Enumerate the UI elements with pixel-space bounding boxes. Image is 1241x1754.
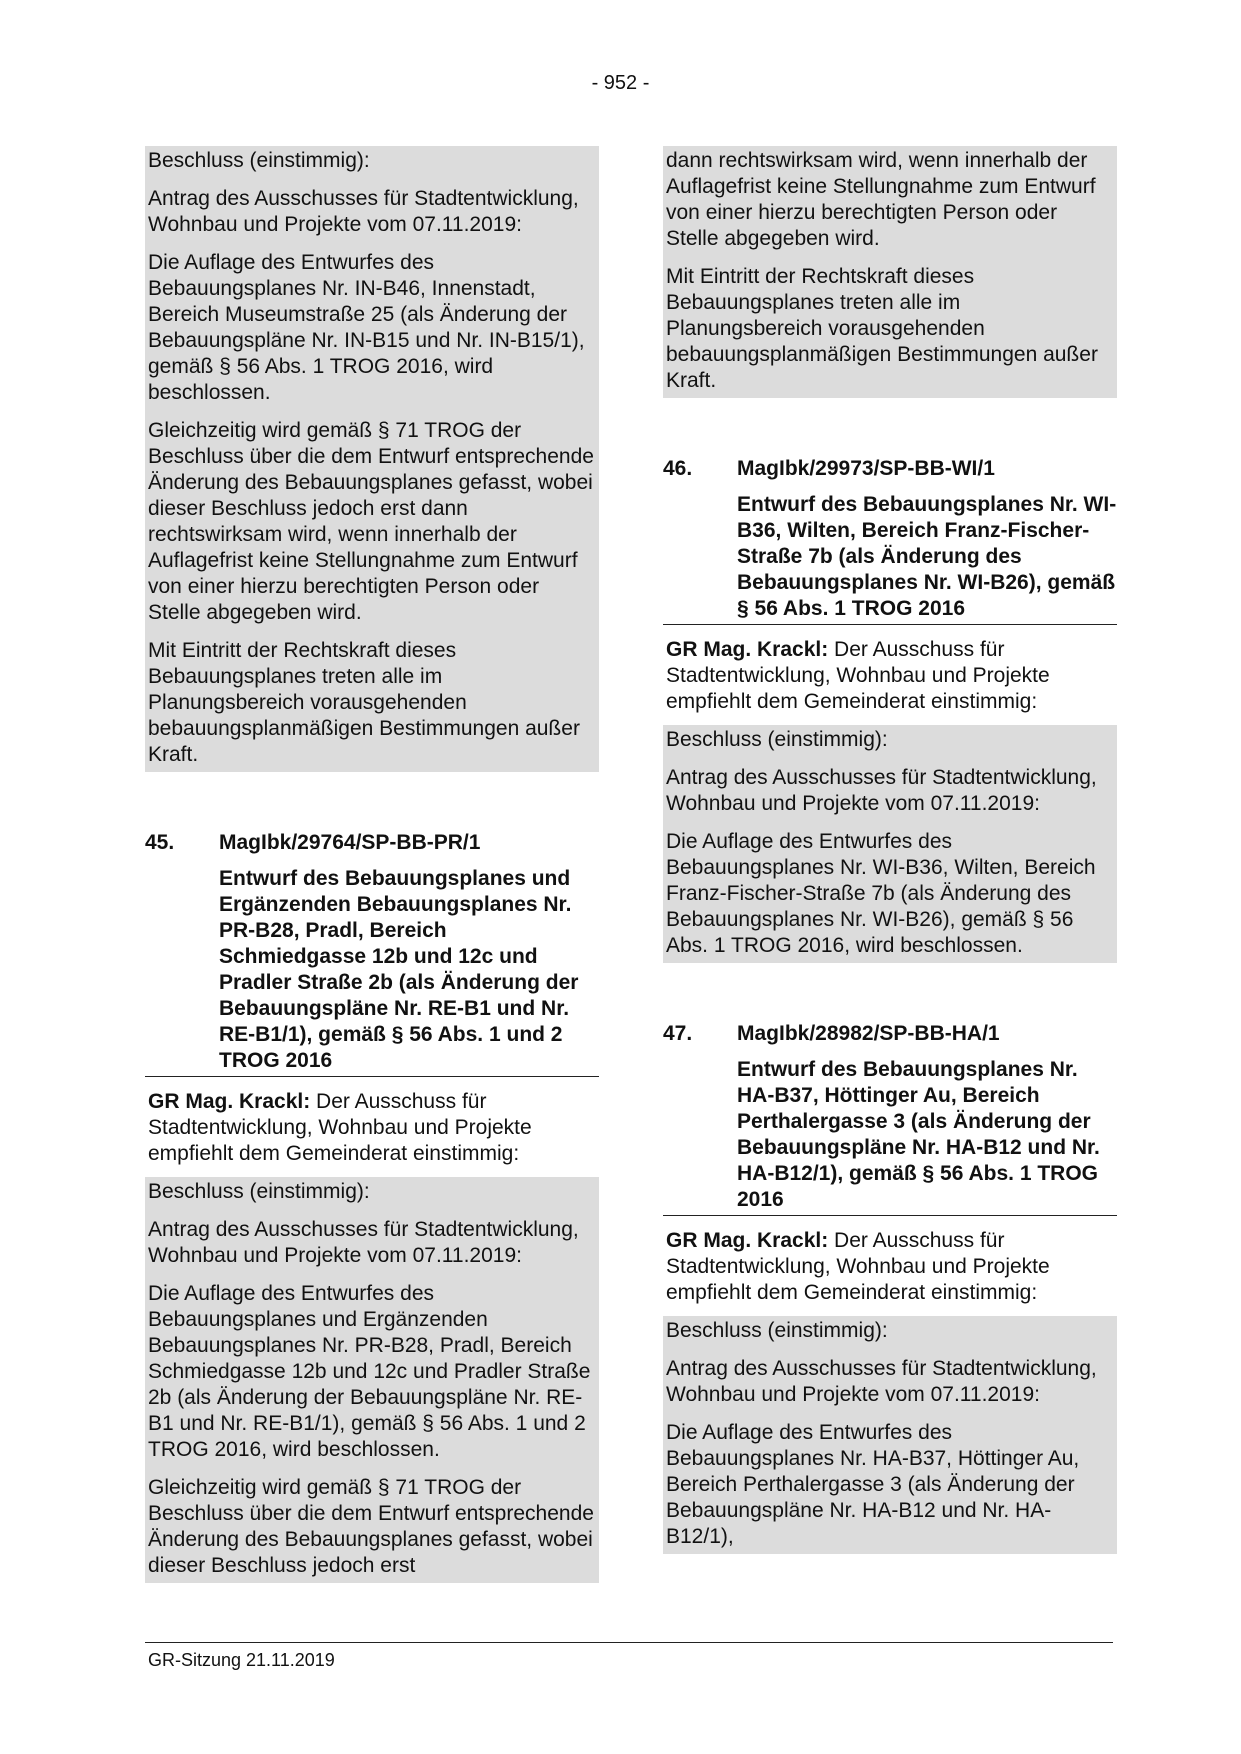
speaker-name: GR Mag. Krackl:	[148, 1090, 311, 1113]
item-heading	[663, 1021, 1117, 1047]
agenda-item-45	[145, 830, 599, 1583]
resolution-text: Die Auflage des Entwurfes des Bebauungsplanes Nr. IN-B46, Innenstadt, Bereich Museumstraße 25 (als Änderung der Bebauungspläne Nr. IN-B15 und Nr. IN-B15/1), gemäß § 56 Abs. 1 TROG 2016, wird beschlossen.	[148, 251, 585, 404]
speaker-name: GR Mag. Krackl:	[666, 1229, 829, 1252]
footer-divider	[145, 1642, 1113, 1643]
resolution-label: Beschluss (einstimmig):	[148, 1180, 370, 1203]
item-number: 45.	[145, 831, 175, 854]
resolution-block	[663, 1316, 1117, 1554]
left-column	[145, 146, 599, 1583]
agenda-item-47	[663, 1021, 1117, 1554]
resolution-block	[663, 146, 1117, 398]
resolution-text: Die Auflage des Entwurfes des Bebauungsplanes und Ergänzenden Bebauungsplanes Nr. PR-B28, Pradl, Bereich Schmiedgasse 12b und 12c und Pradler Straße 2b (als Änderung der Bebauungspläne Nr. RE-B1 und Nr. RE-B1/1), gemäß § 56 Abs. 1 und 2 TROG 2016, wird beschlossen.	[148, 1282, 591, 1461]
resolution-text: Die Auflage des Entwurfes des Bebauungsplanes Nr. WI-B36, Wilten, Bereich Franz-Fischer-Straße 7b (als Änderung des Bebauungsplanes Nr. WI-B26), gemäß § 56 Abs. 1 TROG 2016, wird beschlossen.	[666, 830, 1096, 957]
item-title: Entwurf des Bebauungsplanes und Ergänzenden Bebauungsplanes Nr. PR-B28, Pradl, Bereich Schmiedgasse 12b und 12c und Pradler Straße 2b (als Änderung der Bebauungspläne Nr. RE-B1 und Nr. RE-B1/1), gemäß § 56 Abs. 1 und 2 TROG 2016	[219, 867, 579, 1072]
speaker-text: Der Ausschuss für Stadtentwicklung, Wohnbau und Projekte empfiehlt dem Gemeinderat einstimmig:	[666, 1229, 1050, 1304]
item-reference: MagIbk/29973/SP-BB-WI/1	[737, 457, 995, 480]
agenda-item-46	[663, 456, 1117, 963]
resolution-text: dann rechtswirksam wird, wenn innerhalb der Auflagefrist keine Stellungnahme zum Entwurf von einer hierzu berechtigten Person oder Stelle abgegeben wird.	[666, 149, 1096, 250]
resolution-text: Mit Eintritt der Rechtskraft dieses Bebauungsplanes treten alle im Planungsbereich vorausgehenden bebauungsplanmäßigen Bestimmungen außer Kraft.	[148, 639, 580, 766]
item-number: 46.	[663, 457, 693, 480]
item-reference: MagIbk/29764/SP-BB-PR/1	[219, 831, 481, 854]
speaker-text: Der Ausschuss für Stadtentwicklung, Wohnbau und Projekte empfiehlt dem Gemeinderat einstimmig:	[148, 1090, 532, 1165]
speaker-statement	[663, 1228, 1117, 1306]
resolution-label: Beschluss (einstimmig):	[666, 1319, 888, 1342]
item-title: Entwurf des Bebauungsplanes Nr. WI-B36, Wilten, Bereich Franz-Fischer-Straße 7b (als Änderung des Bebauungsplanes Nr. WI-B26), gemäß § 56 Abs. 1 TROG 2016	[737, 493, 1117, 620]
speaker-statement	[663, 637, 1117, 715]
resolution-block	[663, 725, 1117, 963]
motion-text: Antrag des Ausschusses für Stadtentwicklung, Wohnbau und Projekte vom 07.11.2019:	[148, 187, 579, 236]
item-title: Entwurf des Bebauungsplanes Nr. HA-B37, Höttinger Au, Bereich Perthalergasse 3 (als Änderung der Bebauungspläne Nr. HA-B12 und Nr. HA-B12/1), gemäß § 56 Abs. 1 TROG 2016	[737, 1058, 1100, 1211]
resolution-block	[145, 146, 599, 772]
right-column	[663, 146, 1117, 1554]
resolution-label: Beschluss (einstimmig):	[148, 149, 370, 172]
motion-text: Antrag des Ausschusses für Stadtentwicklung, Wohnbau und Projekte vom 07.11.2019:	[148, 1218, 579, 1267]
page-number: - 952 -	[591, 72, 650, 94]
resolution-label: Beschluss (einstimmig):	[666, 728, 888, 751]
speaker-text: Der Ausschuss für Stadtentwicklung, Wohnbau und Projekte empfiehlt dem Gemeinderat einstimmig:	[666, 638, 1050, 713]
item-heading	[663, 456, 1117, 482]
item-reference: MagIbk/28982/SP-BB-HA/1	[737, 1022, 1000, 1045]
footer-session-date: GR-Sitzung 21.11.2019	[148, 1650, 335, 1670]
item-number: 47.	[663, 1022, 693, 1045]
resolution-text: Gleichzeitig wird gemäß § 71 TROG der Beschluss über die dem Entwurf entsprechende Änderung des Bebauungsplanes gefasst, wobei dieser Beschluss jedoch erst dann rechtswirksam wird, wenn innerhalb der Auflagefrist keine Stellungnahme zum Entwurf von einer hierzu berechtigten Person oder Stelle abgegeben wird.	[148, 419, 594, 624]
resolution-block	[145, 1177, 599, 1583]
speaker-name: GR Mag. Krackl:	[666, 638, 829, 661]
motion-text: Antrag des Ausschusses für Stadtentwicklung, Wohnbau und Projekte vom 07.11.2019:	[666, 766, 1097, 815]
resolution-text: Die Auflage des Entwurfes des Bebauungsplanes Nr. HA-B37, Höttinger Au, Bereich Perthalergasse 3 (als Änderung der Bebauungspläne Nr. HA-B12 und Nr. HA-B12/1),	[666, 1421, 1080, 1548]
resolution-text: Mit Eintritt der Rechtskraft dieses Bebauungsplanes treten alle im Planungsbereich vorausgehenden bebauungsplanmäßigen Bestimmungen außer Kraft.	[666, 265, 1098, 392]
motion-text: Antrag des Ausschusses für Stadtentwicklung, Wohnbau und Projekte vom 07.11.2019:	[666, 1357, 1097, 1406]
item-heading	[145, 830, 599, 856]
resolution-text: Gleichzeitig wird gemäß § 71 TROG der Beschluss über die dem Entwurf entsprechende Änderung des Bebauungsplanes gefasst, wobei dieser Beschluss jedoch erst	[148, 1476, 594, 1577]
speaker-statement	[145, 1089, 599, 1167]
